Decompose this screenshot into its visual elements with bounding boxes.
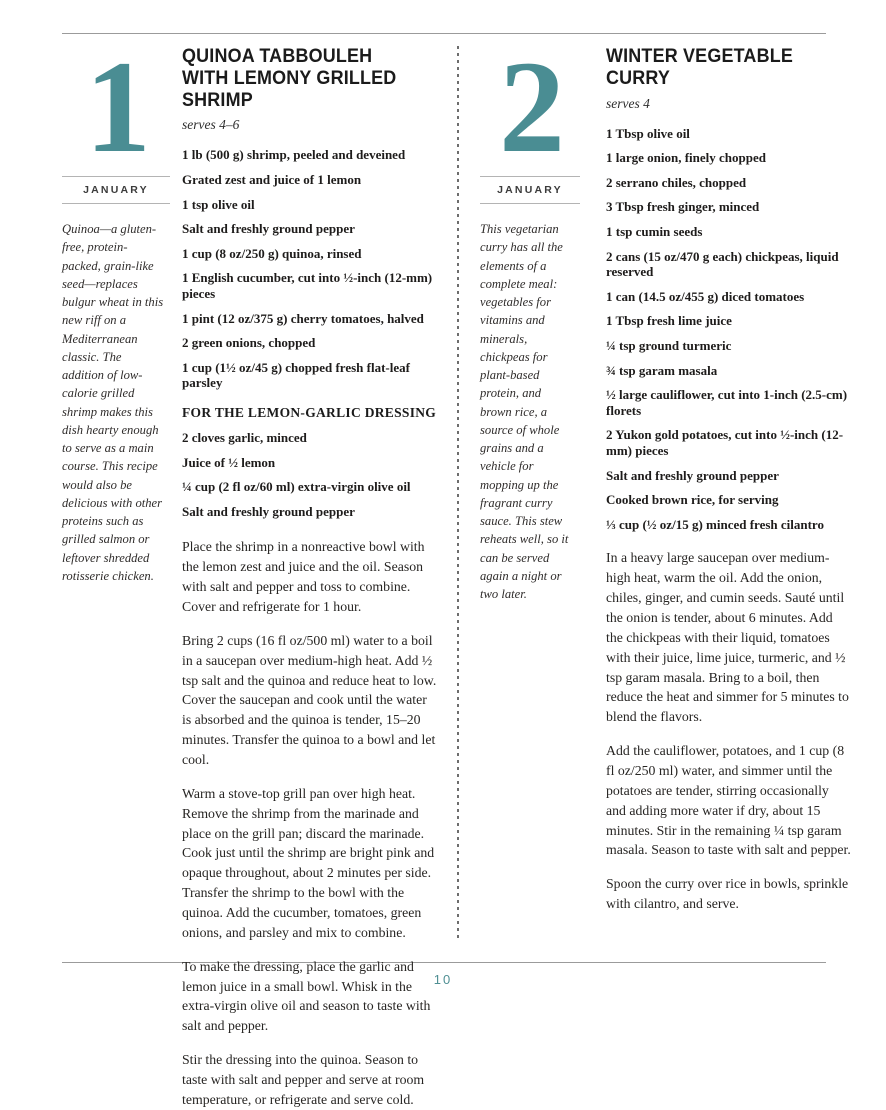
recipe-2-month-block (480, 176, 580, 204)
recipe-1-month-block (62, 176, 170, 204)
ingredient-item: Grated zest and juice of 1 lemon (182, 172, 362, 188)
page-number: 10 (433, 972, 453, 987)
recipe-1-title: QUINOA TABBOULEH WITH LEMONY GRILLED SHRIMP (182, 45, 397, 111)
ingredient-item: ½ large cauliflower, cut into 1-inch (2.5-cm) florets (606, 387, 848, 418)
recipe-1-method (182, 537, 437, 1109)
ingredient-item: 1 English cucumber, cut into ½-inch (12-mm) pieces (182, 270, 433, 302)
recipe-2-headnote: This vegetarian curry has all the elements of a complete meal: vegetables for vitamins and minerals, chickpeas for plant-based protein, and brown rice, a source of whole grains and a vehicle for mopping up the fragrant curry sauce. This stew reheats well, so it can be served again a night or two later. (480, 222, 569, 601)
ingredient-item: 1 lb (500 g) shrimp, peeled and deveined (182, 147, 406, 163)
ingredient-item: 1 large onion, finely chopped (606, 150, 766, 166)
method-step: Bring 2 cups (16 fl oz/500 ml) water to a boil in a saucepan over medium-high heat. Add ½ tsp salt and the quinoa and reduce heat to low. Cover the saucepan and cook until the water is absorbed and the quinoa is tender, 15–20 minutes. Transfer the quinoa to a bowl and let cool. (182, 632, 437, 767)
column-divider (457, 46, 459, 941)
ingredient-item: Salt and freshly ground pepper (182, 503, 355, 519)
ingredient-item: 1 Tbsp olive oil (606, 125, 690, 141)
ingredient-item: Salt and freshly ground pepper (182, 221, 355, 237)
ingredient-item: Cooked brown rice, for serving (606, 492, 779, 508)
recipe-2-ingredients (606, 126, 852, 533)
recipe-1-dressing-ingredients (182, 430, 437, 519)
ingredient-item: 2 cloves garlic, minced (182, 430, 307, 446)
recipe-1-month-label: JANUARY (83, 184, 149, 196)
ingredient-item: Juice of ½ lemon (182, 454, 276, 470)
recipe-2-serves: serves 4 (606, 95, 650, 111)
ingredient-item: 2 cans (15 oz/470 g each) chickpeas, liquid reserved (606, 248, 839, 280)
method-step: Spoon the curry over rice in bowls, sprinkle with cilantro, and serve. (606, 876, 849, 912)
recipe-2-title: WINTER VEGETABLE CURRY (606, 45, 794, 89)
method-step: Warm a stove-top grill pan over high heat. Remove the shrimp from the marinade and place on the grill pan; discard the marinade. Cook just until the shrimp are bright pink and opaque throughout, about 2 minutes per side. Transfer the shrimp to the bowl with the quinoa. Add the cucumber, tomatoes, green onions, and parsley and mix to combine. (182, 785, 435, 940)
ingredient-item: ⅓ cup (½ oz/15 g) minced fresh cilantro (606, 516, 824, 532)
ingredient-item: Salt and freshly ground pepper (606, 467, 779, 483)
recipe-1-serves: serves 4–6 (182, 117, 240, 133)
ingredient-item: ¼ cup (2 fl oz/60 ml) extra-virgin olive oil (182, 479, 411, 495)
ingredient-item: 3 Tbsp fresh ginger, minced (606, 199, 760, 215)
ingredient-item: 2 serrano chiles, chopped (606, 174, 747, 190)
recipe-1-numeral: 1 (85, 46, 151, 170)
page-top-rule (62, 33, 826, 34)
ingredient-item: 1 tsp olive oil (182, 196, 255, 212)
ingredient-item: 2 Yukon gold potatoes, cut into ½-inch (12-mm) pieces (606, 427, 844, 458)
method-step: In a heavy large saucepan over medium-high heat, warm the oil. Add the onion, chiles, ginger, and cumin seeds. Sauté until the onion is tender, about 6 minutes. Add the chickpeas with their liquid, tomatoes with their juice, lime juice, turmeric, and ½ tsp garam masala. Bring to a boil, then reduce the heat and simmer for 5 minutes to blend the flavors. (606, 550, 849, 725)
recipe-1-subsection-heading: FOR THE LEMON-GARLIC DRESSING (182, 405, 437, 421)
recipe-1-ingredients (182, 147, 437, 391)
recipe-entry-1 (62, 46, 437, 1110)
method-step: Add the cauliflower, potatoes, and 1 cup (8 fl oz/250 ml) water, and simmer until the potatoes are tender, stirring occasionally and adding more water if dry, about 15 minutes. Stir in the remaining ¼ tsp garam masala. Season to taste with salt and pepper. (606, 743, 851, 858)
recipe-1-sidebar (62, 46, 174, 585)
ingredient-item: 1 cup (1½ oz/45 g) chopped fresh flat-leaf parsley (182, 359, 410, 391)
recipe-2-sidebar (480, 46, 584, 603)
recipe-1-body (174, 46, 437, 1110)
ingredient-item: ¾ tsp garam masala (606, 362, 718, 378)
ingredient-item: 1 tsp cumin seeds (606, 224, 703, 240)
method-step: Place the shrimp in a nonreactive bowl with the lemon zest and juice and the oil. Season with salt and pepper and toss to combine. Cover and refrigerate for 1 hour. (182, 539, 425, 614)
ingredient-item: 1 pint (12 oz/375 g) cherry tomatoes, halved (182, 310, 424, 326)
recipe-2-method (606, 548, 852, 914)
method-step: Stir the dressing into the quinoa. Season to taste with salt and pepper and serve at room temperature, or refrigerate and serve cold. (182, 1052, 425, 1107)
ingredient-item: 1 cup (8 oz/250 g) quinoa, rinsed (182, 245, 362, 261)
recipe-entry-2 (480, 46, 852, 914)
recipe-2-body (584, 46, 852, 914)
ingredient-item: 2 green onions, chopped (182, 335, 316, 351)
recipe-1-headnote: Quinoa—a gluten-free, protein-packed, grain-like seed—replaces bulgur wheat in this new riff on a Mediterranean classic. The addition of low-calorie grilled shrimp makes this dish hearty enough to serve as a main course. This recipe would also be delicious with other proteins such as grilled salmon or leftover shredded rotisserie chicken. (62, 222, 164, 583)
ingredient-item: 1 Tbsp fresh lime juice (606, 313, 732, 329)
ingredient-item: 1 can (14.5 oz/455 g) diced tomatoes (606, 288, 805, 304)
recipe-2-month-label: JANUARY (497, 184, 563, 196)
ingredient-item: ¼ tsp ground turmeric (606, 338, 732, 353)
method-step: To make the dressing, place the garlic and lemon juice in a small bowl. Whisk in the extra-virgin olive oil and season to taste with salt and pepper. (182, 958, 431, 1034)
recipe-2-numeral: 2 (499, 46, 565, 170)
